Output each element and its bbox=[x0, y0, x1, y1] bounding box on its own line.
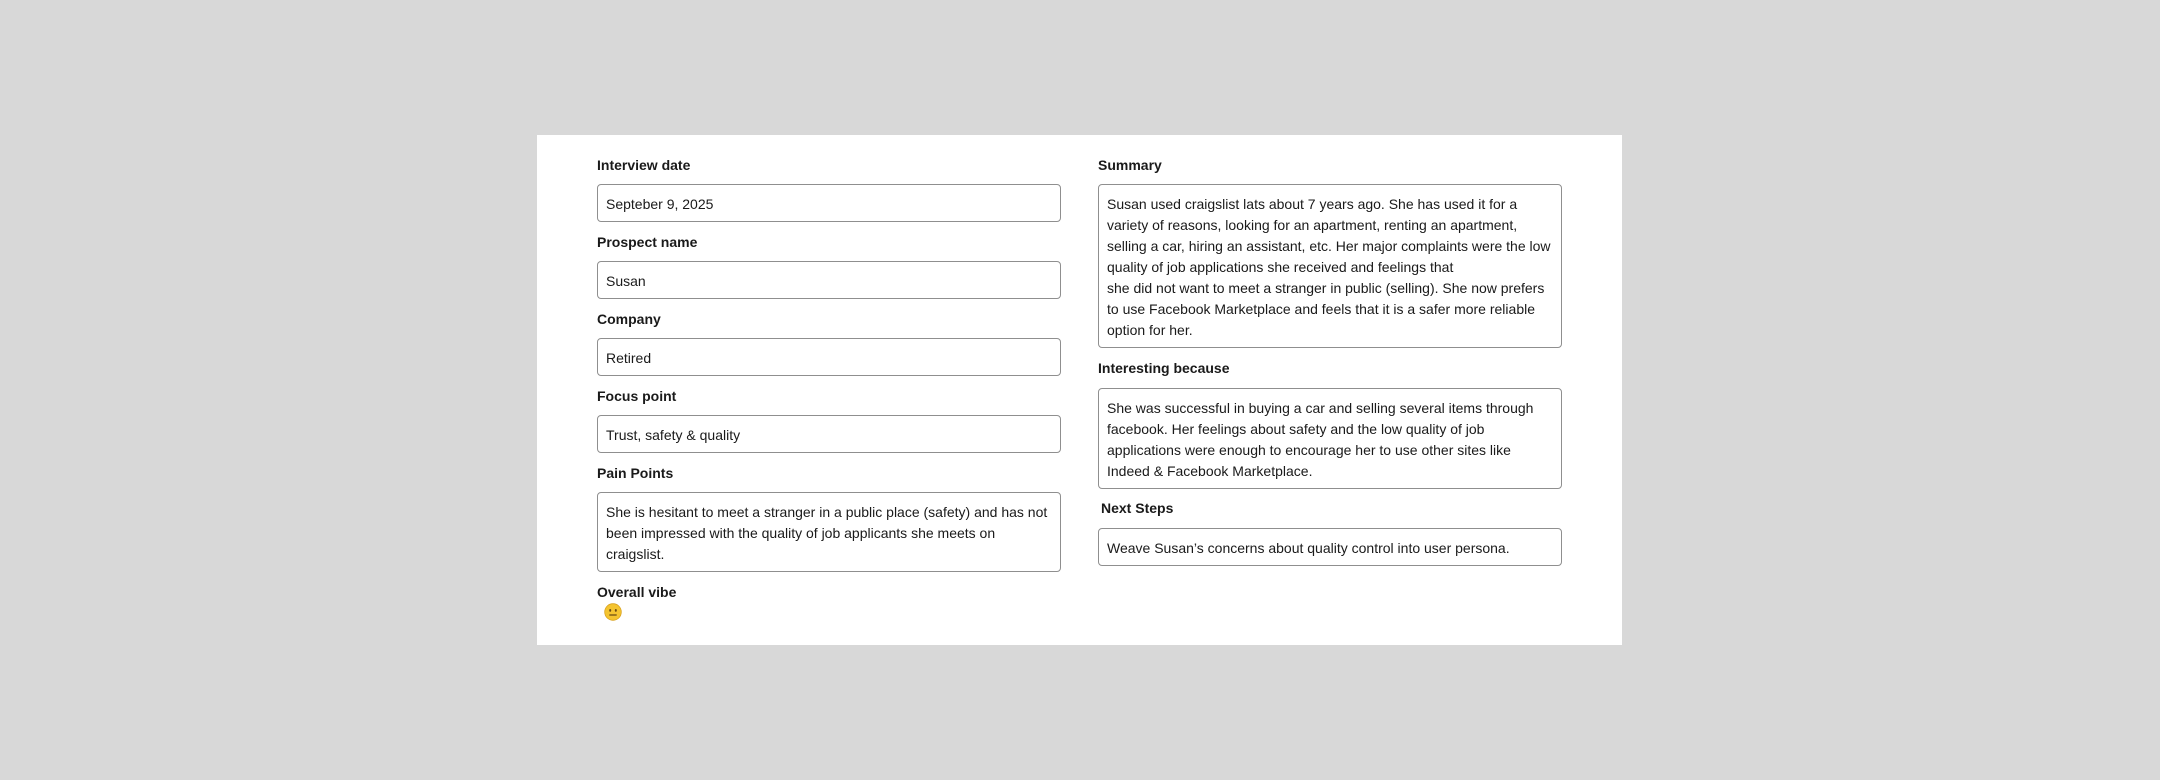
neutral-face-icon[interactable] bbox=[604, 603, 622, 621]
overall-vibe-label: Overall vibe bbox=[597, 584, 677, 600]
focus-point-field[interactable]: Trust, safety & quality bbox=[597, 415, 1061, 453]
interesting-because-field[interactable]: She was successful in buying a car and selling several items through facebook. Her feelings about safety and the low quality of job applications were enough to encourage her to use other sites like Indeed & Facebook Marketplace. bbox=[1098, 388, 1562, 489]
prospect-name-field[interactable]: Susan bbox=[597, 261, 1061, 299]
summary-label: Summary bbox=[1098, 157, 1162, 173]
company-field[interactable]: Retired bbox=[597, 338, 1061, 376]
next-steps-label: Next Steps bbox=[1101, 500, 1174, 516]
next-steps-field[interactable]: Weave Susan’s concerns about quality control into user persona. bbox=[1098, 528, 1562, 566]
focus-point-label: Focus point bbox=[597, 388, 677, 404]
prospect-name-label: Prospect name bbox=[597, 234, 698, 250]
interview-date-label: Interview date bbox=[597, 157, 691, 173]
company-label: Company bbox=[597, 311, 661, 327]
summary-field[interactable]: Susan used craigslist lats about 7 years ago. She has used it for a variety of reasons, looking for an apartment, renting an apartment, selling a car, hiring an assistant, etc. Her major complaints were the low quality of job applications she received and feelings that she did not want to meet a stranger in public (selling). She now prefers to use Facebook Marketplace and feels that it is a safer more reliable option for her. bbox=[1098, 184, 1562, 348]
interview-form-card bbox=[537, 135, 1622, 645]
pain-points-label: Pain Points bbox=[597, 465, 674, 481]
pain-points-field[interactable]: She is hesitant to meet a stranger in a public place (safety) and has not been impressed with the quality of job applicants she meets on craigslist. bbox=[597, 492, 1061, 572]
interview-date-field[interactable]: Septeber 9, 2025 bbox=[597, 184, 1061, 222]
interesting-because-label: Interesting because bbox=[1098, 360, 1230, 376]
